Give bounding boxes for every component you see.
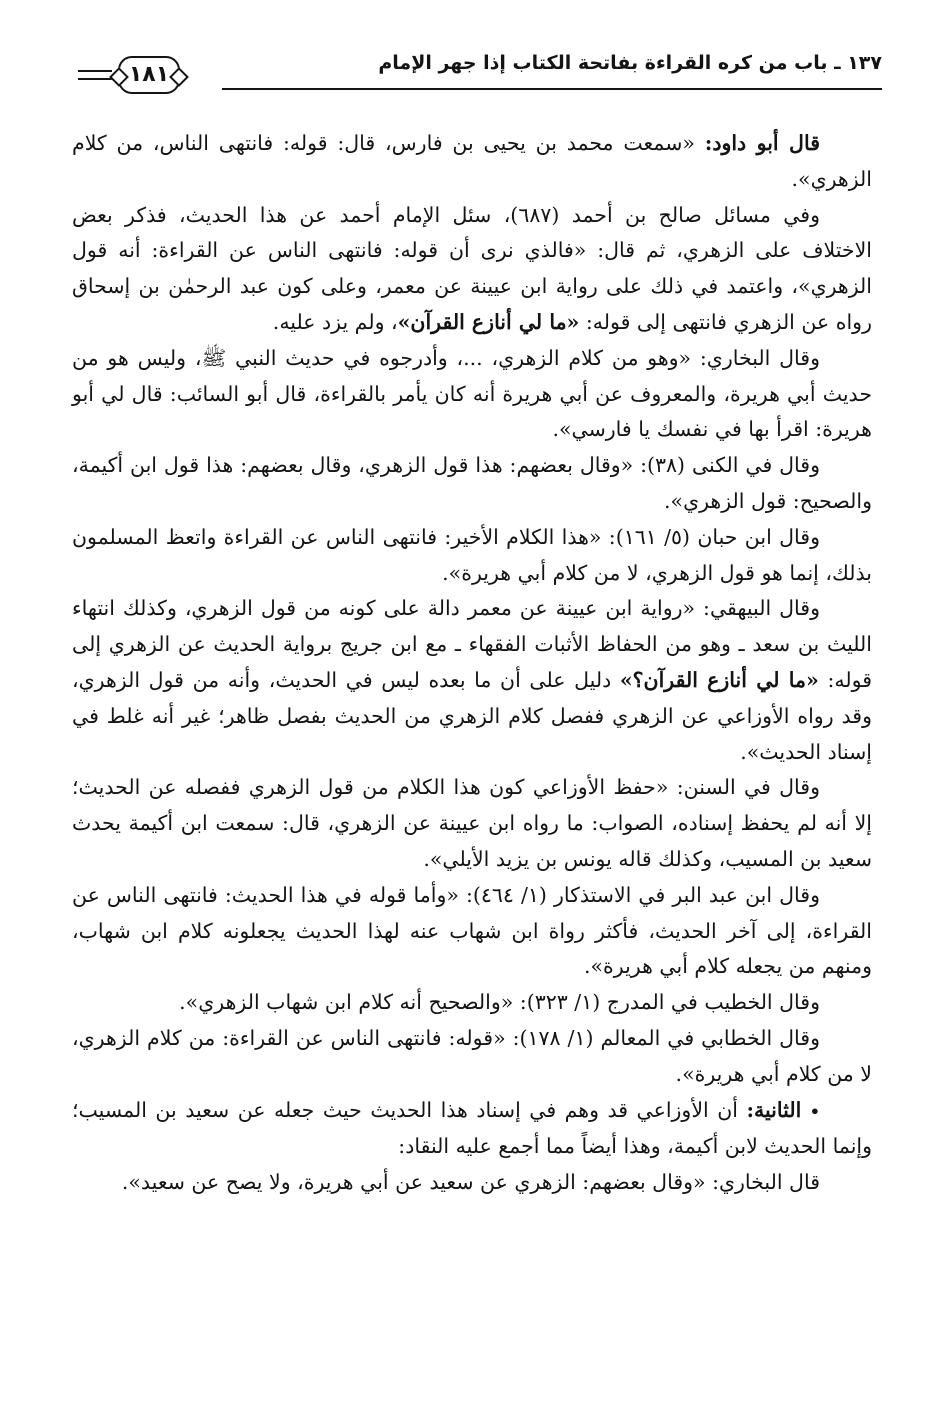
paragraph: قال البخاري: «وقال بعضهم: الزهري عن سعيد عن أبي هريرة، ولا يصح عن سعيد». bbox=[121, 1170, 820, 1195]
ornament-line bbox=[78, 78, 112, 80]
page-number: ١٨١ bbox=[118, 56, 180, 94]
paragraph: وقال الخطيب في المدرج (١/ ٣٢٣): «والصحيح أنه كلام ابن شهاب الزهري». bbox=[179, 990, 820, 1015]
paragraph-text: «سمعت محمد بن يحيى بن فارس، قال: قوله: فانتهى الناس، من كلام الزهري». bbox=[72, 131, 872, 191]
paragraph: وقال ابن حبان (٥/ ١٦١): «هذا الكلام الأخير: فانتهى الناس عن القراءة واتعظ المسلمون بذلك، إنما هو قول الزهري، لا من كلام أبي هريرة». bbox=[72, 524, 872, 585]
paragraph: وقال البخاري: «وهو من كلام الزهري، ...، وأدرجوه في حديث النبي ﷺ، وليس هو من حديث أبي هريرة، والمعروف عن أبي هريرة أنه كان يأمر بالقراءة، قال أبو السائب: قال لي أبو هريرة: اقرأ بها في نفسك يا فارسي». bbox=[72, 345, 872, 442]
paragraph bbox=[72, 591, 872, 770]
page-number-ornament bbox=[78, 54, 218, 100]
main-text bbox=[72, 126, 872, 1201]
section-heading: الثانية: bbox=[746, 1097, 802, 1122]
paragraph bbox=[72, 126, 872, 198]
bold-quote: «ما لي أنازع القرآن؟» bbox=[619, 667, 819, 692]
bullet-marker: • bbox=[809, 1101, 820, 1121]
header-rule bbox=[222, 88, 882, 90]
paragraph-text: دليل على أن ما بعده ليس في الحديث، وأنه من قول الزهري، وقد رواه الأوزاعي عن الزهري ففصل كلام الزهري من الحديث بفصل ظاهر؛ غير أنه غلط في إسناد الحديث». bbox=[72, 667, 872, 764]
paragraph-text: ، ولم يزد عليه. bbox=[272, 309, 398, 334]
paragraph: وقال ابن عبد البر في الاستذكار (١/ ٤٦٤): «وأما قوله في هذا الحديث: فانتهى الناس عن القراءة، إلى آخر الحديث، فأكثر رواة ابن شهاب عنه لهذا الحديث يجعلونه كلام ابن شهاب، ومنهم من يجعله كلام أبي هريرة». bbox=[72, 882, 872, 979]
paragraph bbox=[72, 198, 872, 341]
paragraph-text: أن الأوزاعي قد وهم في إسناد هذا الحديث حيث جعله عن سعيد بن المسيب؛ وإنما الحديث لابن أكيمة، وهذا أيضاً مما أجمع عليه النقاد: bbox=[72, 1097, 872, 1159]
paragraph: وقال الخطابي في المعالم (١/ ١٧٨): «قوله: فانتهى الناس عن القراءة: من كلام الزهري، لا من كلام أبي هريرة». bbox=[72, 1025, 872, 1086]
paragraph bbox=[72, 1093, 872, 1166]
paragraph-text: وقال البيهقي: «رواية ابن عيينة عن معمر دالة على كونه من قول الزهري، وكذلك انتهاء الليث بن سعد ـ وهو من الحفاظ الأثبات الفقهاء ـ مع ابن جريج برواية الحديث عن الزهري إلى قوله: bbox=[72, 596, 872, 692]
bold-quote: «ما لي أنازع القرآن» bbox=[397, 309, 580, 334]
page-header bbox=[72, 44, 882, 100]
paragraph: وقال في الكنى (٣٨): «وقال بعضهم: هذا قول الزهري، وقال بعضهم: هذا قول ابن أكيمة، والصحيح: قول الزهري». bbox=[72, 453, 872, 513]
running-title: ١٣٧ ـ باب من كره القراءة بفاتحة الكتاب إذا جهر الإمام bbox=[378, 52, 882, 74]
speaker-label: قال أبو داود: bbox=[704, 131, 820, 155]
ornament-line bbox=[78, 70, 112, 72]
paragraph: وقال في السنن: «حفظ الأوزاعي كون هذا الكلام من قول الزهري ففصله عن الحديث؛ إلا أنه لم يحفظ إسناده، الصواب: ما رواه ابن عيينة عن الزهري، قال: سمعت ابن أكيمة يحدث سعيد بن المسيب، وكذلك قاله يونس بن يزيد الأيلي». bbox=[72, 775, 872, 871]
paragraph-text: وفي مسائل صالح بن أحمد (٦٨٧)، سئل الإمام أحمد عن هذا الحديث، فذكر بعض الاختلاف على الزهري، ثم قال: «فالذي نرى أن قوله: فانتهى الناس عن القراءة: أنه قول الزهري»، واعتمد في ذلك على رواية ابن عيينة عن معمر، وعلى كون عبد الرحمٰن بن إسحاق رواه عن الزهري فانتهى إلى قوله: bbox=[72, 202, 872, 334]
